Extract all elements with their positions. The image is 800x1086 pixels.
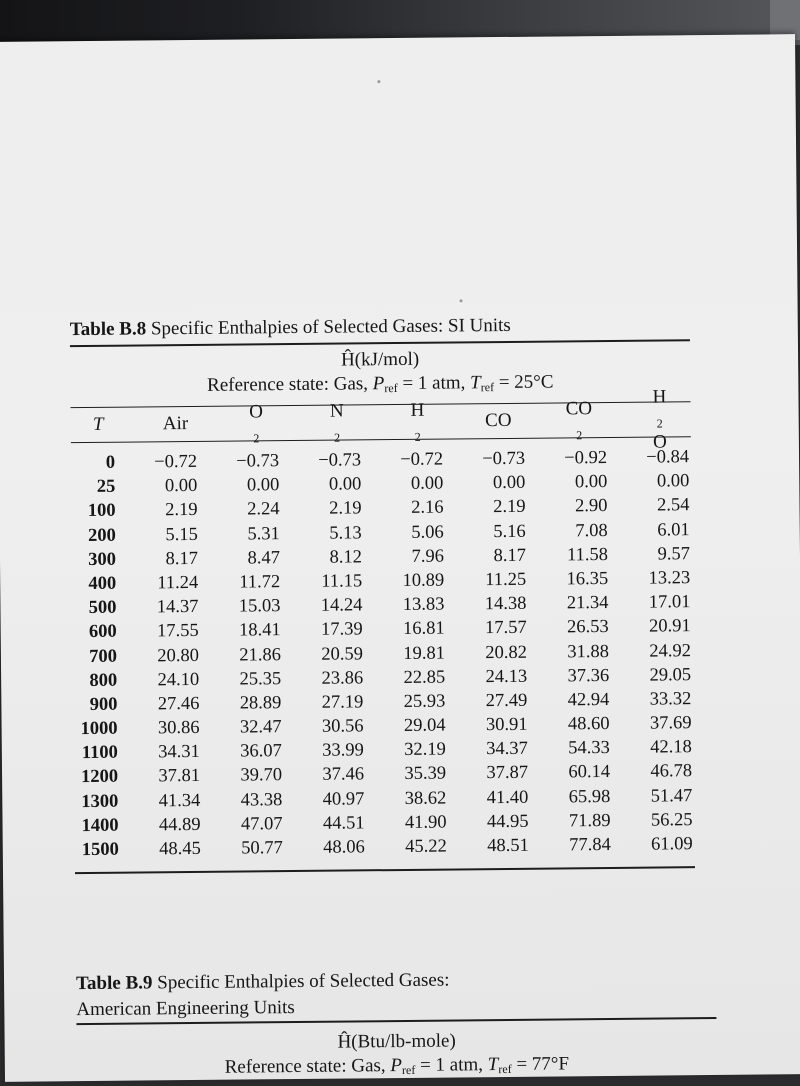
table-cell: 33.32 xyxy=(649,689,692,710)
table-cell: −0.73 xyxy=(482,448,526,470)
table-cell: 29.05 xyxy=(649,664,692,686)
table-cell: 35.39 xyxy=(404,764,447,785)
table-cell: 11.72 xyxy=(239,572,281,593)
row-temperature: 1500 xyxy=(81,839,119,861)
table-cell: 28.89 xyxy=(239,693,282,714)
table-cell: 48.06 xyxy=(323,837,365,858)
table-cell: 11.15 xyxy=(321,571,363,592)
header-n2 xyxy=(287,400,368,446)
table-cell: 48.51 xyxy=(487,835,529,857)
table-cell: −0.73 xyxy=(236,451,280,472)
table-cell: 45.22 xyxy=(405,836,447,857)
table-cell: 14.37 xyxy=(156,597,199,618)
table-cell: 37.36 xyxy=(567,665,610,687)
table-cell: 27.46 xyxy=(157,693,200,715)
table-cell: −0.84 xyxy=(646,447,690,468)
header-co2 xyxy=(529,397,610,443)
t-value: = 77°F xyxy=(511,1053,570,1075)
header-co2-sub: 2 xyxy=(576,427,583,442)
table-cell: 17.01 xyxy=(648,592,691,613)
row-temperature: 200 xyxy=(87,525,116,546)
row-temperature: 600 xyxy=(88,622,117,643)
table-cell: 30.91 xyxy=(485,714,528,736)
table-cell: 48.45 xyxy=(159,838,201,860)
table-cell: 8.47 xyxy=(247,547,281,569)
table-b8-quantity: Ĥ(kJ/mol) xyxy=(340,348,420,371)
header-t: T xyxy=(92,413,104,435)
table-cell: 11.25 xyxy=(485,569,527,591)
table-cell: 0.00 xyxy=(164,476,198,497)
table-b9-title-line1: Specific Enthalpies of Selected Gases: xyxy=(157,969,450,994)
paper-speck xyxy=(377,80,380,83)
table-cell: 38.62 xyxy=(404,788,447,809)
table-cell: 2.90 xyxy=(575,496,608,517)
table-cell: 0.00 xyxy=(656,471,690,492)
header-h2o-text xyxy=(628,386,691,454)
table-cell: 2.16 xyxy=(411,497,444,519)
table-cell: 29.04 xyxy=(403,715,446,737)
header-co-text: CO xyxy=(485,409,512,432)
table-cell: 20.82 xyxy=(485,642,528,663)
table-cell: 2.19 xyxy=(165,500,198,521)
table-cell: 2.19 xyxy=(493,497,526,518)
t-value: = 25°C xyxy=(493,371,554,394)
table-cell: −0.72 xyxy=(154,451,198,473)
row-temperature: 800 xyxy=(89,670,118,691)
table-cell: 37.87 xyxy=(486,763,529,784)
table-cell: 42.18 xyxy=(650,737,692,758)
table-cell: 2.54 xyxy=(657,495,690,516)
header-co2-text xyxy=(548,397,610,443)
header-h2 xyxy=(368,399,449,445)
table-b9-label: Table B.9 xyxy=(75,972,153,995)
table-cell: 16.35 xyxy=(566,568,609,590)
row-temperature: 1300 xyxy=(81,791,119,812)
header-o2 xyxy=(206,401,287,447)
table-cell: 27.49 xyxy=(485,690,528,712)
p-symbol: P xyxy=(390,1055,403,1077)
table-cell: 51.47 xyxy=(650,785,693,807)
t-subscript: ref xyxy=(498,1061,512,1077)
table-cell: 0.00 xyxy=(246,475,280,496)
table-cell: 10.89 xyxy=(402,570,445,591)
table-cell: 20.59 xyxy=(321,643,364,665)
table-cell: 25.35 xyxy=(239,668,282,690)
table-cell: 17.55 xyxy=(156,621,199,642)
table-cell: 27.19 xyxy=(321,692,364,713)
row-temperature: 400 xyxy=(88,573,117,594)
table-cell: 61.09 xyxy=(651,834,693,855)
table-cell: 21.34 xyxy=(566,593,609,614)
table-cell: 0.00 xyxy=(574,472,608,493)
row-temperature: 1200 xyxy=(80,767,119,788)
table-cell: 33.99 xyxy=(322,740,364,762)
header-air xyxy=(126,413,207,436)
table-cell: 0.00 xyxy=(410,473,444,495)
table-cell: 24.13 xyxy=(485,666,528,687)
table-cell: 48.60 xyxy=(567,714,610,735)
table-cell: 0.00 xyxy=(328,474,362,495)
table-cell: 8.17 xyxy=(493,545,527,566)
table-cell: 25.93 xyxy=(403,691,446,712)
t-subscript: ref xyxy=(480,380,495,395)
table-cell: 8.17 xyxy=(165,548,199,569)
table-b9-reference xyxy=(77,1051,717,1085)
table-cell: 7.96 xyxy=(411,546,445,567)
row-temperature: 300 xyxy=(88,549,117,570)
table-cell: 24.10 xyxy=(157,669,200,691)
table-cell: 22.85 xyxy=(403,667,446,688)
paper-page xyxy=(0,34,800,1082)
table-cell: 6.01 xyxy=(657,519,690,541)
table-b8-body xyxy=(71,437,695,872)
table-cell: 60.14 xyxy=(568,762,611,783)
header-co xyxy=(449,410,530,433)
table-cell: 5.16 xyxy=(493,521,526,542)
table-b9-title-line2: American Engineering Units xyxy=(76,997,295,1021)
table-cell: 37.46 xyxy=(322,764,365,786)
table-cell: 32.47 xyxy=(239,717,282,738)
header-co2-main: CO xyxy=(565,397,593,419)
row-temperature: 0 xyxy=(105,452,116,473)
p-value: = 1 atm, xyxy=(397,372,471,395)
table-cell: 37.69 xyxy=(649,713,692,734)
table-cell: 47.07 xyxy=(240,813,283,835)
table-cell: 13.83 xyxy=(402,594,445,616)
table-cell: 17.39 xyxy=(320,619,363,641)
table-cell: 17.57 xyxy=(484,618,527,639)
table-cell: 2.19 xyxy=(329,498,362,520)
table-cell: 56.25 xyxy=(650,810,693,831)
row-temperature: 1100 xyxy=(81,742,118,764)
table-cell: 11.58 xyxy=(566,544,609,566)
p-symbol: P xyxy=(372,373,385,395)
header-h2-main: H xyxy=(410,399,425,421)
table-cell: 43.38 xyxy=(240,789,283,811)
table-cell: 13.23 xyxy=(648,568,691,589)
table-cell: 77.84 xyxy=(569,834,611,856)
table-cell: 5.06 xyxy=(411,522,444,543)
table-cell: −0.72 xyxy=(400,449,444,470)
table-cell: 40.97 xyxy=(322,788,365,810)
table-cell: 46.78 xyxy=(650,761,693,783)
header-h2-text xyxy=(386,399,448,445)
header-h2o-o: O xyxy=(652,430,667,453)
t-symbol: T xyxy=(470,372,481,394)
table-cell: 30.56 xyxy=(321,716,364,737)
row-temperature: 900 xyxy=(89,694,118,715)
header-h2o-h: H xyxy=(652,385,667,408)
table-cell: 9.57 xyxy=(657,543,691,565)
table-cell: 15.03 xyxy=(238,596,281,617)
reference-prefix: Reference state: Gas, xyxy=(224,1055,391,1078)
row-temperature: 25 xyxy=(96,476,116,498)
p-value: = 1 atm, xyxy=(415,1054,488,1076)
table-b8-label: Table B.8 xyxy=(69,318,147,341)
row-temperature: 700 xyxy=(89,646,118,667)
table-b8-title-text: Specific Enthalpies of Selected Gases: SI Units xyxy=(150,314,511,340)
p-subscript: ref xyxy=(384,381,398,396)
table-cell: 5.15 xyxy=(165,524,198,545)
header-o2-text xyxy=(225,401,287,447)
header-air-text: Air xyxy=(162,413,189,435)
table-cell: 32.19 xyxy=(404,739,446,761)
table-cell: 23.86 xyxy=(321,668,364,689)
table-b8-title xyxy=(70,313,690,341)
table-cell: 39.70 xyxy=(240,765,283,786)
table-cell: 8.12 xyxy=(329,547,363,568)
table-cell: 36.07 xyxy=(240,741,282,762)
table-cell: 65.98 xyxy=(568,786,611,808)
table-cell: 24.92 xyxy=(649,640,691,662)
table-cell: 30.86 xyxy=(157,717,200,739)
t-symbol: T xyxy=(487,1054,499,1076)
table-cell: 7.08 xyxy=(575,520,608,541)
reference-prefix: Reference state: Gas, xyxy=(206,373,373,396)
table-b9-quantity: Ĥ(Btu/lb-mole) xyxy=(337,1030,456,1053)
header-o2-main: O xyxy=(249,400,264,422)
table-cell: 42.94 xyxy=(567,689,610,711)
table-cell: 31.88 xyxy=(567,641,610,662)
header-n2-main: N xyxy=(329,400,344,422)
table-cell: 34.31 xyxy=(158,742,200,763)
table-cell: 34.37 xyxy=(486,739,528,760)
table-cell: 41.40 xyxy=(486,787,529,808)
table-cell: 54.33 xyxy=(568,738,610,759)
header-o2-sub: 2 xyxy=(253,430,260,445)
table-cell: 44.95 xyxy=(486,811,529,832)
table-cell: 44.89 xyxy=(158,814,201,836)
table-cell: 20.91 xyxy=(648,616,691,637)
table-cell: 71.89 xyxy=(568,810,611,832)
table-cell: 37.81 xyxy=(158,766,201,787)
row-temperature: 1000 xyxy=(80,718,118,740)
header-h2o xyxy=(610,386,691,454)
row-temperature: 100 xyxy=(87,501,116,522)
table-cell: 5.31 xyxy=(247,523,280,545)
table-cell: 0.00 xyxy=(492,472,526,494)
table-cell: 20.80 xyxy=(157,645,200,666)
table-cell: 16.81 xyxy=(402,618,445,640)
table-cell: 21.86 xyxy=(239,644,282,666)
table-cell: 44.51 xyxy=(322,813,365,834)
table-cell: 18.41 xyxy=(238,620,281,641)
header-n2-text xyxy=(306,400,368,446)
p-subscript: ref xyxy=(401,1062,416,1078)
header-h2-sub: 2 xyxy=(414,429,421,444)
header-n2-sub: 2 xyxy=(333,430,341,445)
paper-speck xyxy=(460,299,463,302)
table-cell: −0.73 xyxy=(318,450,362,471)
header-h2o-sub: 2 xyxy=(656,415,663,431)
row-temperature: 1400 xyxy=(81,815,119,836)
table-cell: 19.81 xyxy=(403,643,446,664)
table-cell: 41.34 xyxy=(158,790,201,811)
table-cell: −0.92 xyxy=(564,448,608,469)
table-cell: 2.24 xyxy=(247,499,280,520)
table-cell: 41.90 xyxy=(404,812,447,833)
table-cell: 14.24 xyxy=(320,595,363,616)
table-b8 xyxy=(70,313,695,874)
table-cell: 26.53 xyxy=(566,617,609,638)
table-cell: 11.24 xyxy=(157,572,199,594)
table-cell: 14.38 xyxy=(484,593,527,615)
table-b9 xyxy=(76,965,717,1085)
table-cell: 50.77 xyxy=(241,838,283,859)
row-temperature: 500 xyxy=(88,597,117,619)
table-cell: 5.13 xyxy=(329,522,362,544)
table-row xyxy=(75,834,695,864)
